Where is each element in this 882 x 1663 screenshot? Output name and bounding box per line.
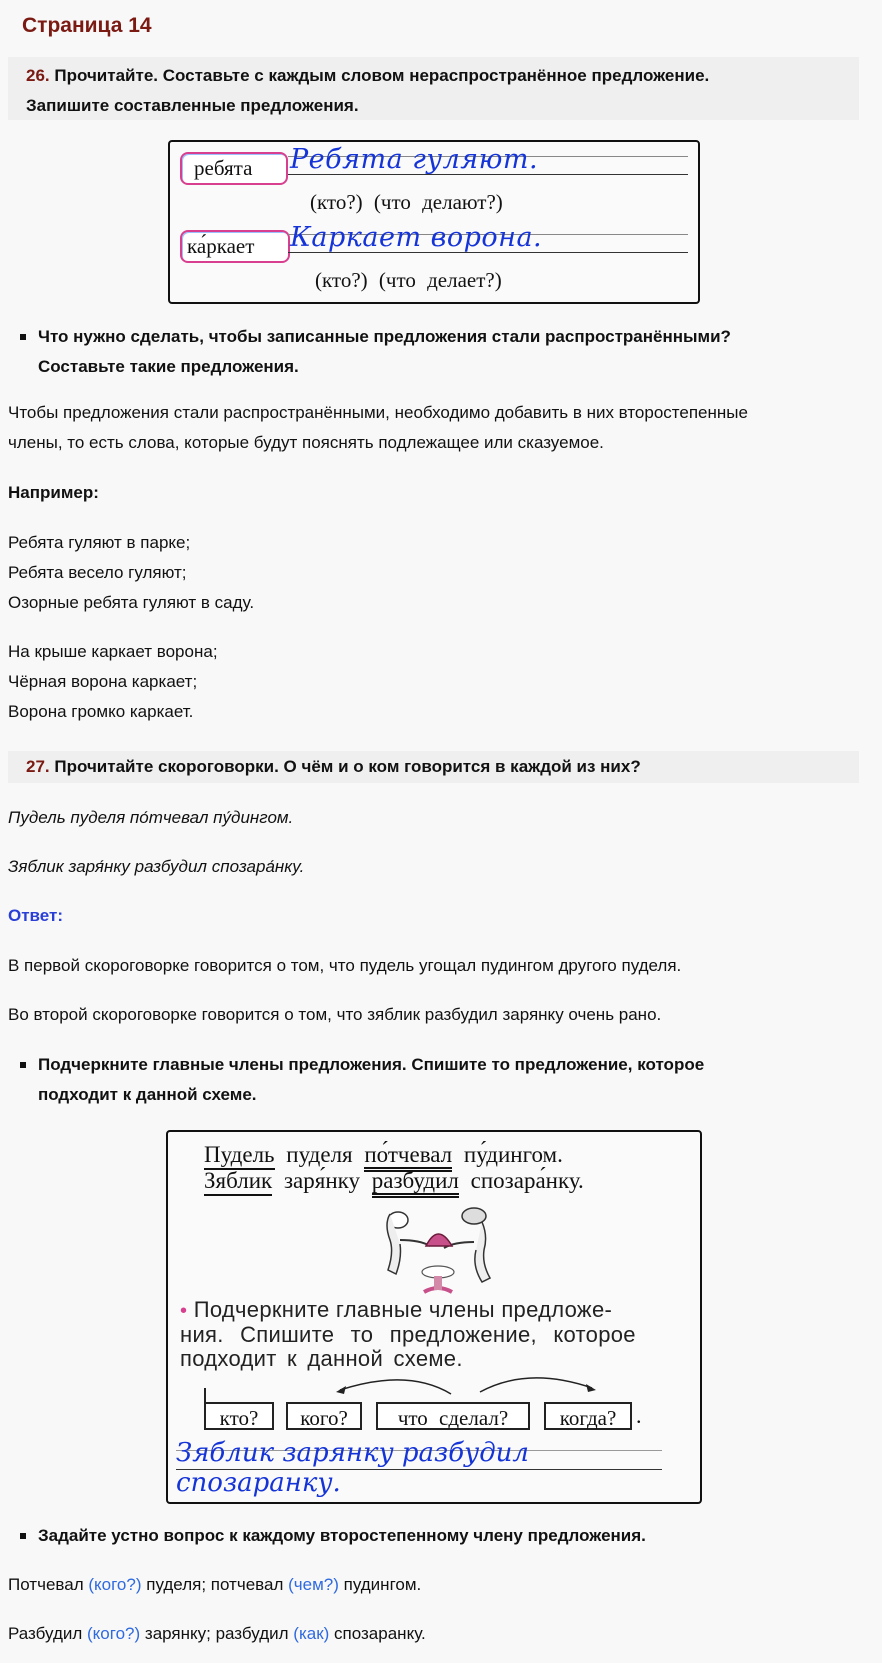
scheme-box-adverbial: когда? (544, 1402, 632, 1430)
pink-bullet-icon: • (180, 1300, 188, 1322)
bullet-question (8, 322, 828, 382)
explanation-line: Чтобы предложения стали распространёнными, необходимо добавить в них второстепенные (8, 403, 748, 422)
word: заря́нку (283, 1168, 360, 1193)
tongue-twister-1: Пудель пуделя по́тчевал пу́дингом. (8, 808, 294, 827)
figure-instruction (180, 1298, 636, 1371)
predicate-underlined: по́тчевал (364, 1142, 452, 1172)
bullet-text: Задайте устно вопрос к каждому второстепенному члену предложения. (38, 1526, 646, 1545)
examples-group-1 (8, 528, 254, 618)
task-27-prompt (8, 751, 859, 783)
scheme-box-predicate: что сделал? (376, 1402, 530, 1430)
examples-group-2 (8, 637, 218, 727)
text: зарянку; разбудил (144, 1624, 289, 1643)
scheme-box-object: кого? (286, 1402, 362, 1430)
subject-underlined: Пудель (204, 1142, 275, 1170)
bullet-question (8, 1050, 828, 1110)
task-prompt-line: Запишите составленные предложения. (26, 96, 359, 115)
question-highlight: (как) (293, 1624, 330, 1643)
scheme-box-subject: кто? (204, 1402, 274, 1430)
instruction-line: ния. Спишите то предложение, которое (180, 1322, 636, 1347)
subject-underlined: Зяблик (204, 1168, 272, 1196)
answer-label: Ответ: (8, 906, 63, 925)
example-label: Например: (8, 483, 99, 502)
word-pill: ребята (180, 152, 288, 185)
exercise-image-26 (168, 140, 700, 304)
task-26-prompt (8, 57, 859, 120)
example-sentence: Ворона громко каркает. (8, 702, 194, 721)
task-prompt-line: Прочитайте. Составьте с каждым словом нераспространённое предложение. (54, 66, 710, 85)
instruction-line: Подчеркните главные члены предложе- (193, 1297, 613, 1322)
page-title: Страница 14 (22, 14, 152, 37)
question-hint: (кто?) (что делает?) (315, 268, 502, 292)
predicate-underlined: разбудил (372, 1168, 459, 1198)
figure-sentence-2 (204, 1168, 584, 1194)
word-pill: ка́ркает (180, 230, 290, 263)
example-sentence: Чёрная ворона каркает; (8, 672, 198, 691)
bullet-marker-icon (20, 1062, 26, 1068)
bullet-text: подходит к данной схеме. (38, 1085, 257, 1104)
word: спозара́нку. (470, 1168, 584, 1193)
explanation-line: члены, то есть слова, которые будут пояснять подлежащее или сказуемое. (8, 433, 604, 452)
question-hint: (кто?) (что делают?) (310, 190, 503, 214)
word: пуделя (286, 1142, 353, 1167)
question-highlight: (кого?) (87, 1624, 141, 1643)
text: спозаранку. (334, 1624, 426, 1643)
tongue-twister-2: Зяблик заря́нку разбудил спозара́нку. (8, 857, 305, 876)
scheme-period: . (636, 1403, 642, 1428)
answer-text-2: Во второй скороговорке говорится о том, что зяблик разбудил зарянку очень рано. (8, 1005, 662, 1024)
handwritten-answer: Ребята гуляют. (290, 144, 539, 175)
bullet-marker-icon (20, 334, 26, 340)
example-sentence: Ребята весело гуляют; (8, 563, 187, 582)
question-highlight: (кого?) (88, 1575, 142, 1594)
example-sentence: Ребята гуляют в парке; (8, 533, 191, 552)
text: пуделя; потчевал (146, 1575, 284, 1594)
bullet-text: Составьте такие предложения. (38, 357, 299, 376)
bullet-question (8, 1521, 828, 1551)
figure-sentence-1 (204, 1142, 563, 1168)
example-sentence: Озорные ребята гуляют в саду. (8, 593, 255, 612)
task-number: 27. (26, 757, 50, 776)
bullet-text: Подчеркните главные члены предложения. Спишите то предложение, которое (38, 1055, 705, 1074)
text: Разбудил (8, 1624, 83, 1643)
handwritten-answer: Зяблик зарянку разбудил спозаранку. (176, 1438, 529, 1498)
answer-text-1: В первой скороговорке говорится о том, что пудель угощал пудингом другого пуделя. (8, 956, 682, 975)
question-highlight: (чем?) (288, 1575, 339, 1594)
explanation (8, 398, 748, 458)
instruction-line: подходит к данной схеме. (180, 1346, 463, 1371)
bullet-text: Что нужно сделать, чтобы записанные предложения стали распространёнными? (38, 327, 731, 346)
poodles-illustration-icon (378, 1200, 498, 1300)
bullet-marker-icon (20, 1533, 26, 1539)
text: Потчевал (8, 1575, 84, 1594)
question-answer-2 (8, 1619, 426, 1649)
example-sentence: На крыше каркает ворона; (8, 642, 218, 661)
text: пудингом. (343, 1575, 422, 1594)
question-answer-1 (8, 1570, 421, 1600)
task-number: 26. (26, 66, 50, 85)
handwritten-answer: Каркает ворона. (290, 222, 543, 253)
exercise-image-27 (166, 1130, 702, 1504)
task-prompt-line: Прочитайте скороговорки. О чём и о ком говорится в каждой из них? (54, 757, 641, 776)
word: пу́дингом. (463, 1142, 563, 1167)
